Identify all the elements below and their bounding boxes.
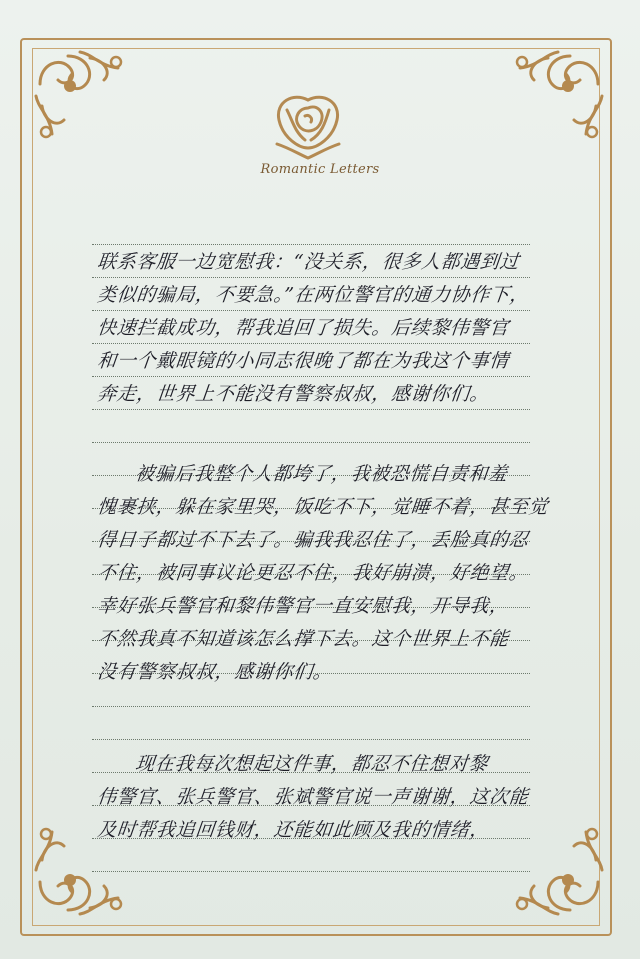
ornamental-scroll-icon xyxy=(510,46,608,144)
letter-line: 伟警官、张兵警官、张斌警官说一声谢谢，这次能 xyxy=(96,786,530,808)
letter-line: 联系客服一边宽慰我：“没关系，很多人都遇到过 xyxy=(96,251,521,273)
ornamental-scroll-icon xyxy=(30,46,128,144)
ruled-line xyxy=(92,871,530,872)
ruled-line xyxy=(92,442,530,443)
letter-line: 和一个戴眼镜的小同志很晚了都在为我这个事情 xyxy=(96,350,511,372)
ruled-line xyxy=(92,706,530,707)
letter-line: 类似的骗局，不要急。”在两位警官的通力协作下， xyxy=(96,284,531,306)
letter-line: 奔走，世界上不能没有警察叔叔，感谢你们。 xyxy=(96,383,491,405)
letter-line: 幸好张兵警官和黎伟警官一直安慰我，开导我， xyxy=(96,595,511,617)
ruled-line xyxy=(92,343,530,344)
letter-line: 不住，被同事议论更忍不住，我好崩溃，好绝望。 xyxy=(96,562,530,584)
ruled-line xyxy=(92,277,530,278)
ruled-line xyxy=(92,310,530,311)
rose-emblem-icon xyxy=(265,82,351,162)
ruled-line xyxy=(92,376,530,377)
letterhead-brand: Romantic Letters xyxy=(260,162,380,177)
letter-line: 得日子都过不下去了。骗我我忍住了，丢脸真的忍 xyxy=(96,529,530,551)
letter-line: 快速拦截成功，帮我追回了损失。后续黎伟警官 xyxy=(96,317,511,339)
letter-line: 现在我每次想起这件事，都忍不住想对黎 xyxy=(134,753,490,775)
letter-line: 没有警察叔叔，感谢你们。 xyxy=(96,661,334,683)
ruled-line xyxy=(92,244,530,245)
ruled-line xyxy=(92,409,530,410)
letter-line: 愧裹挟，躲在家里哭，饭吃不下，觉睡不着，甚至觉 xyxy=(96,496,550,518)
letter-line: 不然我真不知道该怎么撑下去。这个世界上不能 xyxy=(96,628,511,650)
letter-line: 及时帮我追回钱财，还能如此顾及我的情绪， xyxy=(96,819,491,841)
ruled-line xyxy=(92,739,530,740)
letter-line: 被骗后我整个人都垮了，我被恐慌自责和羞 xyxy=(134,463,509,485)
